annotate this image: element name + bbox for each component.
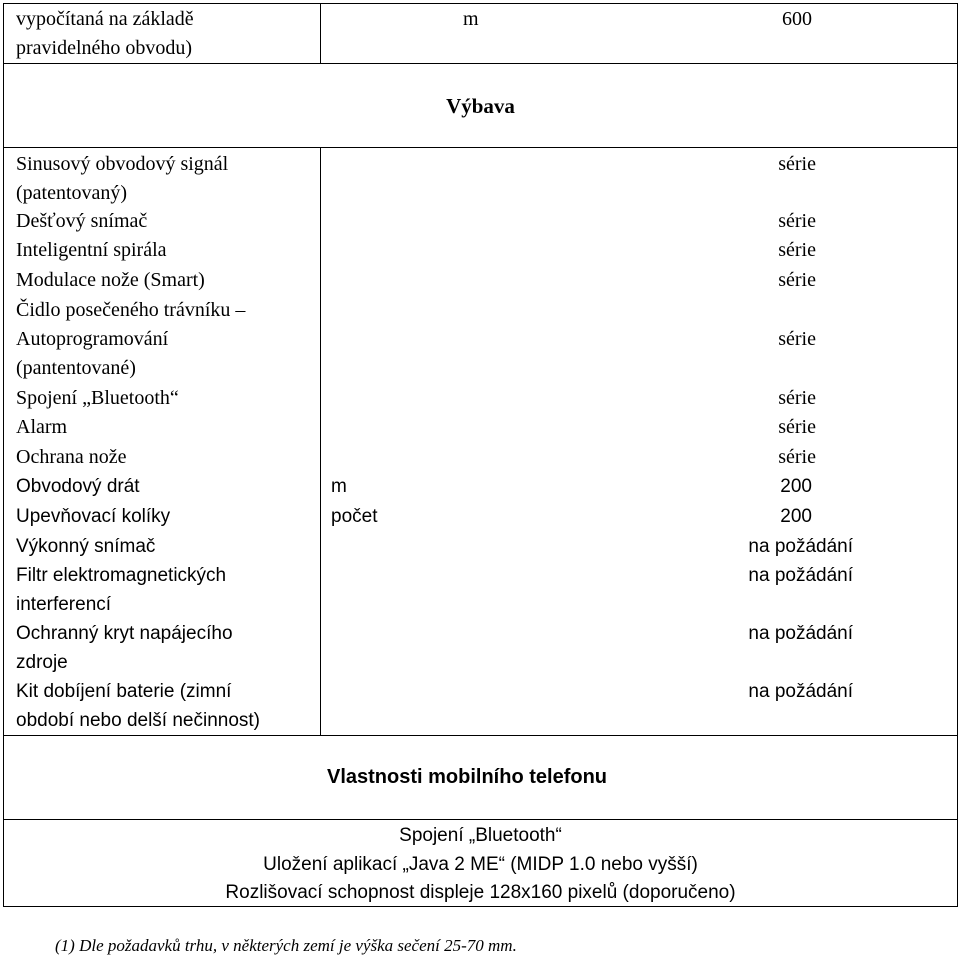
mobile-section-header: Vlastnosti mobilního telefonu — [327, 766, 607, 788]
equipment-label: Sinusový obvodový signál — [16, 153, 229, 175]
mobile-header-bottom-border — [3, 819, 958, 820]
equipment-label: Alarm — [16, 416, 68, 438]
equipment-label: Dešťový snímač — [16, 210, 148, 232]
equipment-label: Modulace nože (Smart) — [16, 269, 205, 291]
equipment-label: Inteligentní spirála — [16, 239, 167, 261]
equipment-label: Obvodový drát — [16, 476, 140, 497]
equipment-unit: počet — [331, 506, 378, 527]
equipment-label: Ochrana nože — [16, 446, 127, 468]
equipment-value: série — [778, 328, 816, 350]
equipment-value: série — [778, 446, 816, 468]
equipment-value: série — [778, 210, 816, 232]
footnote: (1) Dle požadavků trhu, v některých zemí je výška sečení 25-70 mm. — [55, 936, 517, 955]
column-divider-equipment — [320, 147, 321, 736]
equipment-label: (pantentované) — [16, 357, 136, 379]
equipment-label: Kit dobíjení baterie (zimní — [16, 681, 232, 702]
equipment-label: Výkonný snímač — [16, 536, 156, 557]
top-row-label-line-1: vypočítaná na základě — [16, 8, 194, 30]
equipment-value: 200 — [780, 476, 812, 497]
equipment-label: období nebo delší nečinnost) — [16, 710, 261, 731]
equipment-value: 200 — [780, 506, 812, 527]
equipment-label: Autoprogramování — [16, 328, 169, 350]
equipment-label: Čidlo posečeného trávníku – — [16, 299, 246, 321]
equipment-value: série — [778, 387, 816, 409]
mobile-feature-line: Spojení „Bluetooth“ — [399, 825, 562, 846]
equipment-label: zdroje — [16, 652, 68, 673]
equipment-header-bottom-border — [3, 147, 958, 148]
equipment-value: na požádání — [748, 623, 853, 644]
equipment-value: na požádání — [748, 565, 853, 586]
equipment-value: série — [778, 239, 816, 261]
equipment-label: (patentovaný) — [16, 182, 128, 204]
mobile-feature-line: Rozlišovací schopnost displeje 128x160 pixelů (doporučeno) — [225, 882, 736, 903]
equipment-label: Filtr elektromagnetických — [16, 565, 227, 586]
top-row-unit: m — [463, 8, 479, 30]
equipment-value: na požádání — [748, 681, 853, 702]
equipment-label: Ochranný kryt napájecího — [16, 623, 233, 644]
equipment-label: interferencí — [16, 594, 112, 615]
equipment-label: Upevňovací kolíky — [16, 506, 171, 527]
equipment-value: na požádání — [748, 536, 853, 557]
table-right-border — [957, 3, 958, 907]
equipment-label: Spojení „Bluetooth“ — [16, 387, 179, 409]
mobile-feature-line: Uložení aplikací „Java 2 ME“ (MIDP 1.0 nebo vyšší) — [263, 854, 698, 875]
equipment-header: Výbava — [446, 94, 515, 118]
equipment-value: série — [778, 416, 816, 438]
top-row-value: 600 — [782, 8, 812, 30]
table-left-border — [3, 3, 4, 907]
top-row-label-line-2: pravidelného obvodu) — [16, 37, 193, 59]
equipment-value: série — [778, 153, 816, 175]
equipment-value: série — [778, 269, 816, 291]
equipment-section-bottom-border — [3, 735, 958, 736]
top-row-bottom-border — [3, 63, 958, 64]
equipment-unit: m — [331, 476, 347, 497]
table-top-border — [3, 3, 958, 4]
column-divider-top — [320, 3, 321, 64]
